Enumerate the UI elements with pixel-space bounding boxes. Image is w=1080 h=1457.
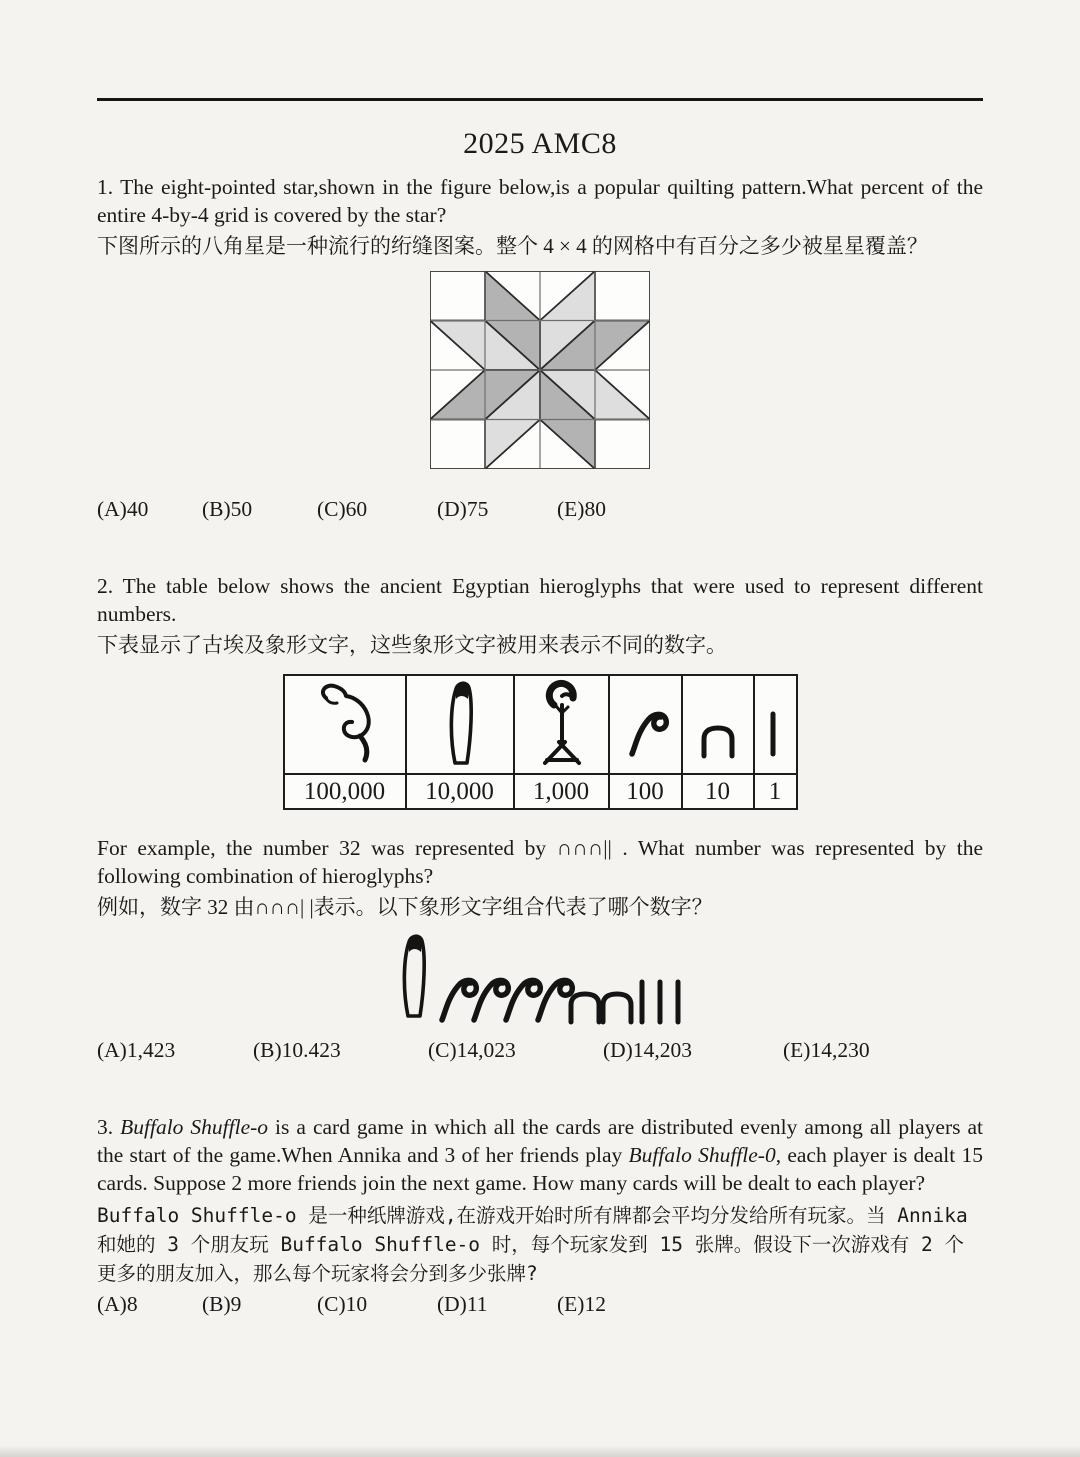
q2-text-zh: 下表显示了古埃及象形文字，这些象形文字被用来表示不同的数字。 <box>97 633 727 657</box>
q1-choice-a: (A)40 <box>97 497 149 521</box>
question-2 <box>97 572 983 1063</box>
hieroglyph-value-row <box>284 774 797 809</box>
q1-choice-d: (D)75 <box>437 497 489 521</box>
hieroglyph-table <box>283 674 798 810</box>
q1-text-zh: 下图所示的八角星是一种流行的绗缝图案。整个 4 × 4 的网格中有百分之多少被星星覆盖？ <box>97 234 928 258</box>
hieroglyph-arch-cell <box>682 675 754 774</box>
hieroglyph-lotus-cell <box>514 675 609 774</box>
value-100: 100 <box>609 774 682 809</box>
hieroglyph-glyph-row <box>284 675 797 774</box>
page-title: 2025 AMC8 <box>463 127 617 160</box>
value-1: 1 <box>754 774 797 809</box>
q2-choices <box>97 1038 983 1063</box>
q3-choice-a: (A)8 <box>97 1292 138 1316</box>
q3-text-en <box>97 1113 983 1197</box>
q1-text-en: 1. The eight-pointed star,shown in the figure below,is a popular quilting pattern.What percent of the entire 4-by-4 grid is covered by the star? <box>97 175 983 227</box>
q2-choice-e: (E)14,230 <box>783 1038 870 1062</box>
combo-coil-icon <box>474 980 508 1020</box>
q3-choice-d: (D)11 <box>437 1292 488 1316</box>
q3-game-name-italic: Buffalo Shuffle-o <box>120 1115 269 1139</box>
q1-choice-b: (B)50 <box>202 497 253 521</box>
coil-glyph-icon <box>610 676 680 768</box>
hieroglyph-finger-cell <box>406 675 514 774</box>
q3-choices <box>97 1292 983 1317</box>
arch-glyph-icon <box>683 676 753 768</box>
q2-combination-figure <box>97 930 983 1026</box>
scan-shadow <box>0 1445 1080 1457</box>
hieroglyph-combination <box>390 930 690 1026</box>
q3-game-name-italic-2: Buffalo Shuffle-0 <box>628 1143 776 1167</box>
q3-text-zh: Buffalo Shuffle-o 是一种纸牌游戏,在游戏开始时所有牌都会平均分发给所有玩家。当 Annika 和她的 3 个朋友玩 Buffalo Shuffle-o 时，每个玩家发到 15 张牌。假设下一次游戏有 2 个更多的朋友加入，那么每个玩家将会分到多少张牌? <box>97 1204 968 1285</box>
top-rule <box>97 98 983 101</box>
combo-coil-icon <box>538 980 572 1020</box>
question-1 <box>97 173 983 522</box>
q3-en-part2: is a card game in which all the cards are distributed evenly among all players at the start of the game.When Annika and 3 of her friends play <box>97 1115 983 1167</box>
q2-text-en: 2. The table below shows the ancient Egyptian hieroglyphs that were used to represent different numbers. <box>97 574 983 626</box>
value-100000: 100,000 <box>284 774 406 809</box>
value-10000: 10,000 <box>406 774 514 809</box>
combo-arch-icon <box>603 994 631 1022</box>
hieroglyph-bird-cell <box>284 675 406 774</box>
exam-page <box>0 98 1080 1317</box>
q1-choice-e: (E)80 <box>557 497 606 521</box>
q1-star-figure <box>97 271 983 469</box>
hieroglyph-coil-cell <box>609 675 682 774</box>
q2-example-zh: 例如，数字 32 由∩∩∩| |表示。以下象形文字组合代表了哪个数字？ <box>97 895 713 919</box>
stroke-glyph-icon <box>755 676 795 768</box>
q2-choice-d: (D)14,203 <box>603 1038 692 1062</box>
question-3 <box>97 1113 983 1317</box>
q2-choice-b: (B)10.423 <box>253 1038 341 1062</box>
value-10: 10 <box>682 774 754 809</box>
bird-glyph-icon <box>310 676 380 768</box>
q3-en-part3: , each player is dealt 15 cards. Suppose 2 more friends join the next game. How many cards will be dealt to each player? <box>97 1143 983 1195</box>
quilt-star-grid <box>430 271 650 469</box>
q1-choice-c: (C)60 <box>317 497 368 521</box>
combo-finger-icon <box>404 936 424 1016</box>
value-1000: 1,000 <box>514 774 609 809</box>
hieroglyph-stroke-cell <box>754 675 797 774</box>
combo-coil-icon <box>506 980 540 1020</box>
q3-choice-b: (B)9 <box>202 1292 242 1316</box>
q3-en-part1: 3. <box>97 1115 121 1139</box>
q3-choice-e: (E)12 <box>557 1292 606 1316</box>
q2-choice-a: (A)1,423 <box>97 1038 176 1062</box>
lotus-glyph-icon <box>526 676 596 768</box>
q2-choice-c: (C)14,023 <box>428 1038 516 1062</box>
combo-arch-icon <box>571 994 599 1022</box>
combo-coil-icon <box>442 980 476 1020</box>
q3-choice-c: (C)10 <box>317 1292 368 1316</box>
q2-example-en: For example, the number 32 was represented by ∩∩∩|| . What number was represented by the following combination of hieroglyphs? <box>97 836 983 888</box>
finger-glyph-icon <box>425 676 495 768</box>
q1-choices <box>97 497 983 522</box>
